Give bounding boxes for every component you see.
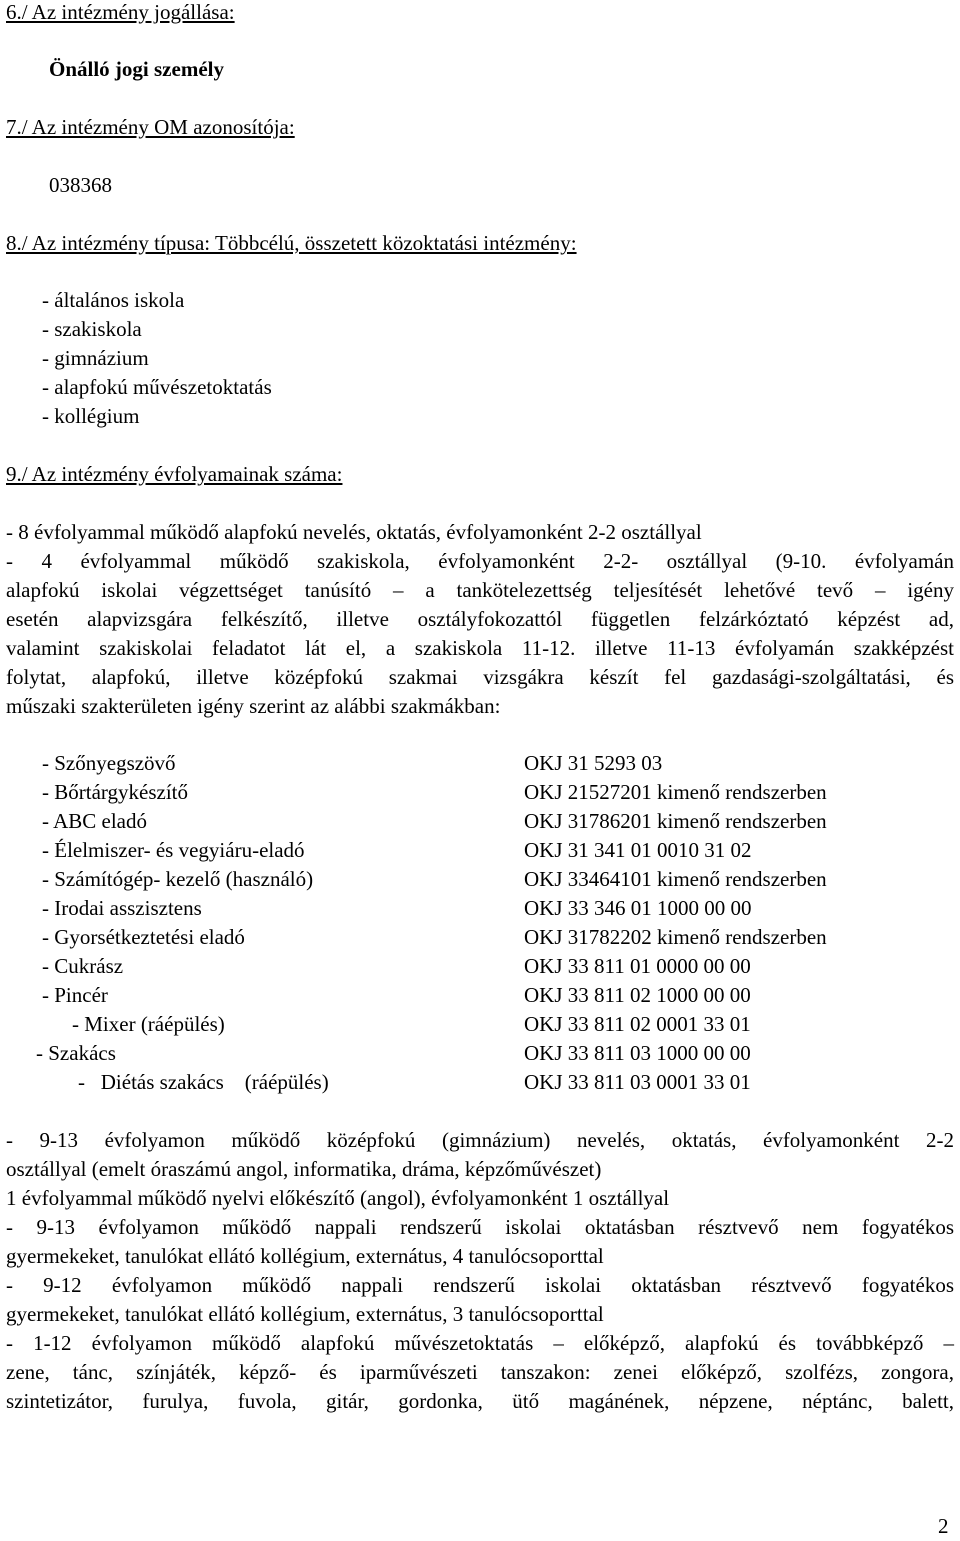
- occupation-name: - Élelmiszer- és vegyiáru-eladó: [42, 838, 305, 862]
- paragraph-line: műszaki szakterületen igény szerint az alábbi szakmákban:: [6, 694, 501, 718]
- occupation-name: - ABC eladó: [42, 809, 147, 833]
- occupation-okj-code: OKJ 33 811 03 0001 33 01: [524, 1070, 751, 1094]
- occupation-okj-code: OKJ 33 811 02 0001 33 01: [524, 1012, 751, 1036]
- paragraph-line: folytat, alapfokú, illetve középfokú szakmai vizsgákra készít fel gazdasági-szolgáltatási, és: [6, 665, 954, 689]
- paragraph-line: alapfokú iskolai végzettséget tanúsító – a tankötelezettség teljesítését lehetővé tevő – igény: [6, 578, 954, 602]
- paragraph-line: szintetizátor, furulya, fuvola, gitár, gordonka, ütő magánének, népzene, néptánc, balett,: [6, 1389, 954, 1413]
- paragraph-line: zene, tánc, színjáték, képző- és iparművészeti tanszakon: zenei előképző, szolfézs, zongora,: [6, 1360, 954, 1384]
- paragraph-line: - 9-12 évfolyamon működő nappali rendszerű iskolai oktatásban résztvevő fogyatékos: [6, 1273, 954, 1297]
- occupation-okj-code: OKJ 31 5293 03: [524, 751, 663, 775]
- occupation-okj-code: OKJ 33 811 01 0000 00 00: [524, 954, 751, 978]
- legal-status-value: Önálló jogi személy: [49, 57, 224, 81]
- paragraph-line: valamint szakiskolai feladatot lát el, a szakiskola 11-12. illetve 11-13 évfolyamán szakképzést: [6, 636, 954, 660]
- section-8-heading: 8./ Az intézmény típusa: Többcélú, összetett közoktatási intézmény:: [6, 231, 577, 255]
- type-list-item: - általános iskola: [42, 288, 185, 312]
- paragraph-line: - 4 évfolyammal működő szakiskola, évfolyamonként 2-2- osztállyal (9-10. évfolyamán: [6, 549, 954, 573]
- occupation-name: - Irodai asszisztens: [42, 896, 202, 920]
- occupation-okj-code: OKJ 31782202 kimenő rendszerben: [524, 925, 827, 949]
- occupation-name: - Szakács: [36, 1041, 116, 1065]
- occupation-name: - Számítógép- kezelő (használó): [42, 867, 314, 891]
- type-list-item: - kollégium: [42, 404, 140, 428]
- type-list-item: - alapfokú művészetoktatás: [42, 375, 272, 399]
- occupation-okj-code: OKJ 33464101 kimenő rendszerben: [524, 867, 827, 891]
- section-7-heading: 7./ Az intézmény OM azonosítója:: [6, 115, 295, 139]
- paragraph-line: osztállyal (emelt óraszámú angol, informatika, dráma, képzőművészet): [6, 1157, 602, 1181]
- page-number: 2: [938, 1514, 949, 1538]
- occupation-name: - Gyorsétkeztetési eladó: [42, 925, 245, 949]
- section-6-heading: 6./ Az intézmény jogállása:: [6, 0, 235, 24]
- occupation-okj-code: OKJ 33 811 03 1000 00 00: [524, 1041, 751, 1065]
- occupation-okj-code: OKJ 31786201 kimenő rendszerben: [524, 809, 827, 833]
- occupation-name: - Cukrász: [42, 954, 124, 978]
- occupation-okj-code: OKJ 31 341 01 0010 31 02: [524, 838, 752, 862]
- occupation-okj-code: OKJ 33 811 02 1000 00 00: [524, 983, 751, 1007]
- occupation-name: - Szőnyegszövő: [42, 751, 176, 775]
- paragraph-line: gyermekeket, tanulókat ellátó kollégium, externátus, 4 tanulócsoporttal: [6, 1244, 604, 1268]
- occupation-okj-code: OKJ 21527201 kimenő rendszerben: [524, 780, 827, 804]
- paragraph-line: - 1-12 évfolyamon működő alapfokú művészetoktatás – előképző, alapfokú és továbbképző –: [6, 1331, 954, 1355]
- type-list-item: - gimnázium: [42, 346, 149, 370]
- occupation-name: - Mixer (ráépülés): [72, 1012, 225, 1036]
- paragraph-line: - 9-13 évfolyamon működő nappali rendszerű iskolai oktatásban résztvevő nem fogyatékos: [6, 1215, 954, 1239]
- paragraph-line: esetén alapvizsgára felkészítő, illetve osztályfokozattól független felzárkóztató képzést ad,: [6, 607, 954, 631]
- section-9-heading: 9./ Az intézmény évfolyamainak száma:: [6, 462, 343, 486]
- paragraph-line: - 8 évfolyammal működő alapfokú nevelés, oktatás, évfolyamonként 2-2 osztállyal: [6, 520, 702, 544]
- occupation-name: - Bőrtárgykészítő: [42, 780, 188, 804]
- occupation-okj-code: OKJ 33 346 01 1000 00 00: [524, 896, 752, 920]
- paragraph-line: gyermekeket, tanulókat ellátó kollégium, externátus, 3 tanulócsoporttal: [6, 1302, 604, 1326]
- occupation-name: - Pincér: [42, 983, 108, 1007]
- om-id-value: 038368: [49, 173, 112, 197]
- occupation-name: - Diétás szakács (ráépülés): [78, 1070, 329, 1094]
- type-list-item: - szakiskola: [42, 317, 142, 341]
- paragraph-line: - 9-13 évfolyamon működő középfokú (gimnázium) nevelés, oktatás, évfolyamonként 2-2: [6, 1128, 954, 1152]
- paragraph-line: 1 évfolyammal működő nyelvi előkészítő (angol), évfolyamonként 1 osztállyal: [6, 1186, 670, 1210]
